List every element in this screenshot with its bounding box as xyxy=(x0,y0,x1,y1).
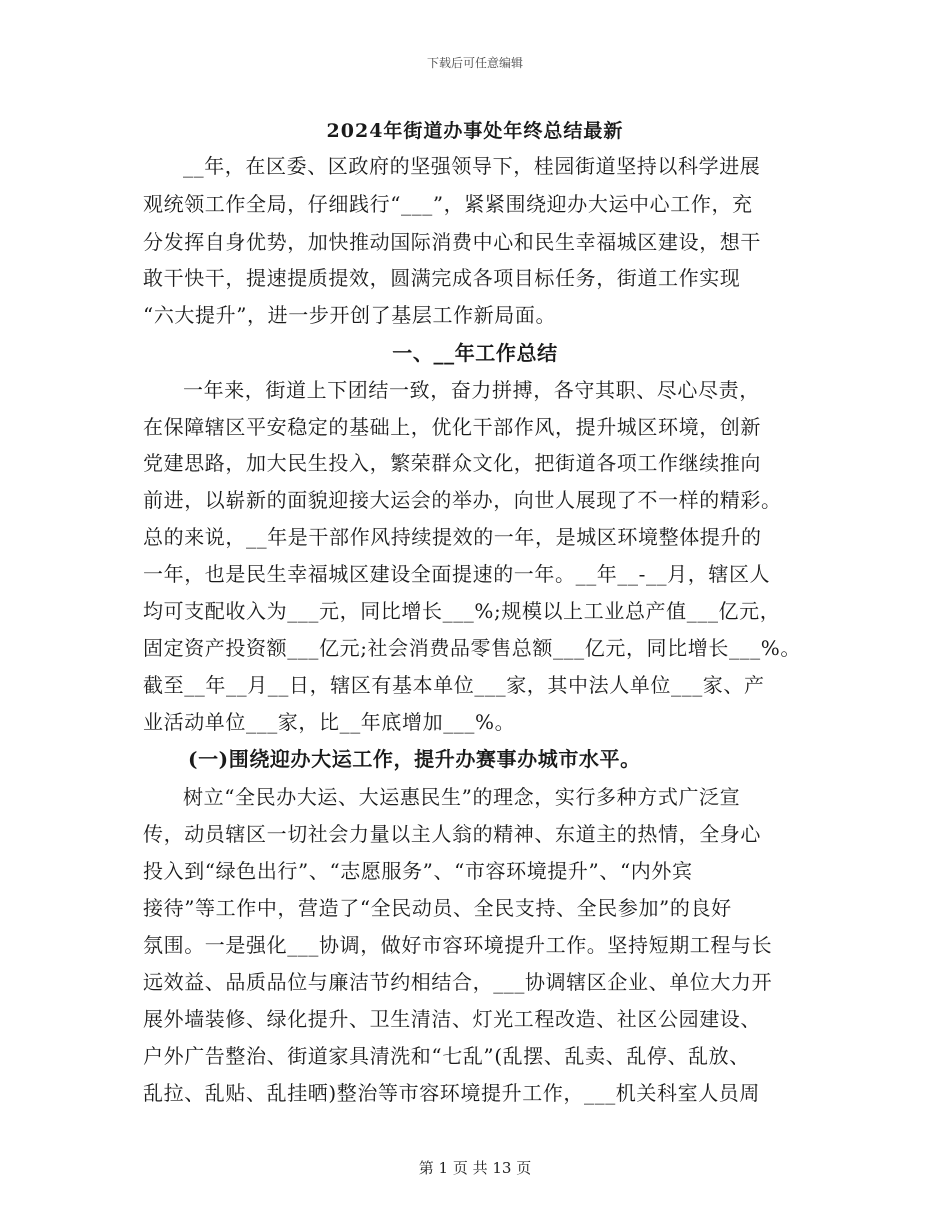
section-heading: 一、__年工作总结 xyxy=(392,341,558,365)
paragraph-line: 远效益、品质品位与廉洁节约相结合，___协调辖区企业、单位大力开 xyxy=(143,970,773,994)
paragraph-line: 固定资产投资额___亿元;社会消费品零售总额___亿元，同比增长___%。 xyxy=(143,636,801,660)
paragraph-line: 接待”等工作中，营造了“全民动员、全民支持、全民参加”的良好 xyxy=(143,896,732,920)
paragraph-line: 截至__年__月__日，辖区有基本单位___家，其中法人单位___家、产 xyxy=(143,673,765,697)
paragraph-line: 树立“全民办大运、大运惠民生”的理念，实行多种方式广泛宣 xyxy=(183,785,741,809)
paragraph-line: 党建思路，加大民生投入，繁荣群众文化，把街道各项工作继续推向 xyxy=(143,451,761,475)
paragraph-line: __年，在区委、区政府的坚强领导下，桂园街道坚持以科学进展 xyxy=(183,154,761,178)
download-note: 下载后可任意编辑 xyxy=(426,56,523,70)
paragraph-line: 一年，也是民生幸福城区建设全面提速的一年。__年__-__月，辖区人 xyxy=(143,562,771,586)
paragraph-line: 传，动员辖区一切社会力量以主人翁的精神、东道主的热情，全身心 xyxy=(143,822,761,846)
paragraph-line: 敢干快干，提速提质提效，圆满完成各项目标任务，街道工作实现 xyxy=(143,266,741,290)
paragraph-line: “六大提升”，进一步开创了基层工作新局面。 xyxy=(143,303,557,327)
paragraph-line: 均可支配收入为___元，同比增长___%;规模以上工业总产值___亿元， xyxy=(143,599,781,623)
paragraph-line: 投入到“绿色出行”、“志愿服务”、“市容环境提升”、“内外宾 xyxy=(143,859,693,883)
paragraph-line: 分发挥自身优势，加快推动国际消费中心和民生幸福城区建设，想干 xyxy=(143,230,761,254)
paragraph-line: 总的来说，__年是干部作风持续提效的一年，是城区环境整体提升的 xyxy=(143,525,762,549)
paragraph-line: 乱拉、乱贴、乱挂晒)整治等市容环境提升工作，___机关科室人员周 xyxy=(143,1081,761,1105)
paragraph-line: 一年来，街道上下团结一致，奋力拼搏，各守其职、尽心尽责， xyxy=(183,378,760,402)
paragraph-line: 氛围。一是强化___协调，做好市容环境提升工作。坚持短期工程与长 xyxy=(143,933,773,957)
document-title: 2024年街道办事处年终总结最新 xyxy=(326,120,624,142)
paragraph-line: 前进，以崭新的面貌迎接大运会的举办，向世人展现了不一样的精彩。 xyxy=(143,488,782,512)
page-number: 第 1 页 共 13 页 xyxy=(418,1159,532,1177)
paragraph-line: 户外广告整治、街道家具清洗和“七乱”(乱摆、乱卖、乱停、乱放、 xyxy=(143,1044,750,1068)
paragraph-line: 观统领工作全局，仔细践行“___”，紧紧围绕迎办大运中心工作，充 xyxy=(143,192,753,216)
paragraph-line: 业活动单位___家，比__年底增加___%。 xyxy=(143,710,516,734)
paragraph-line: 展外墙装修、绿化提升、卫生清洁、灯光工程改造、社区公园建设、 xyxy=(143,1007,761,1031)
paragraph-line: 在保障辖区平安稳定的基础上，优化干部作风，提升城区环境，创新 xyxy=(143,415,761,439)
subsection-heading: (一)围绕迎办大运工作，提升办赛事办城市水平。 xyxy=(188,747,641,771)
